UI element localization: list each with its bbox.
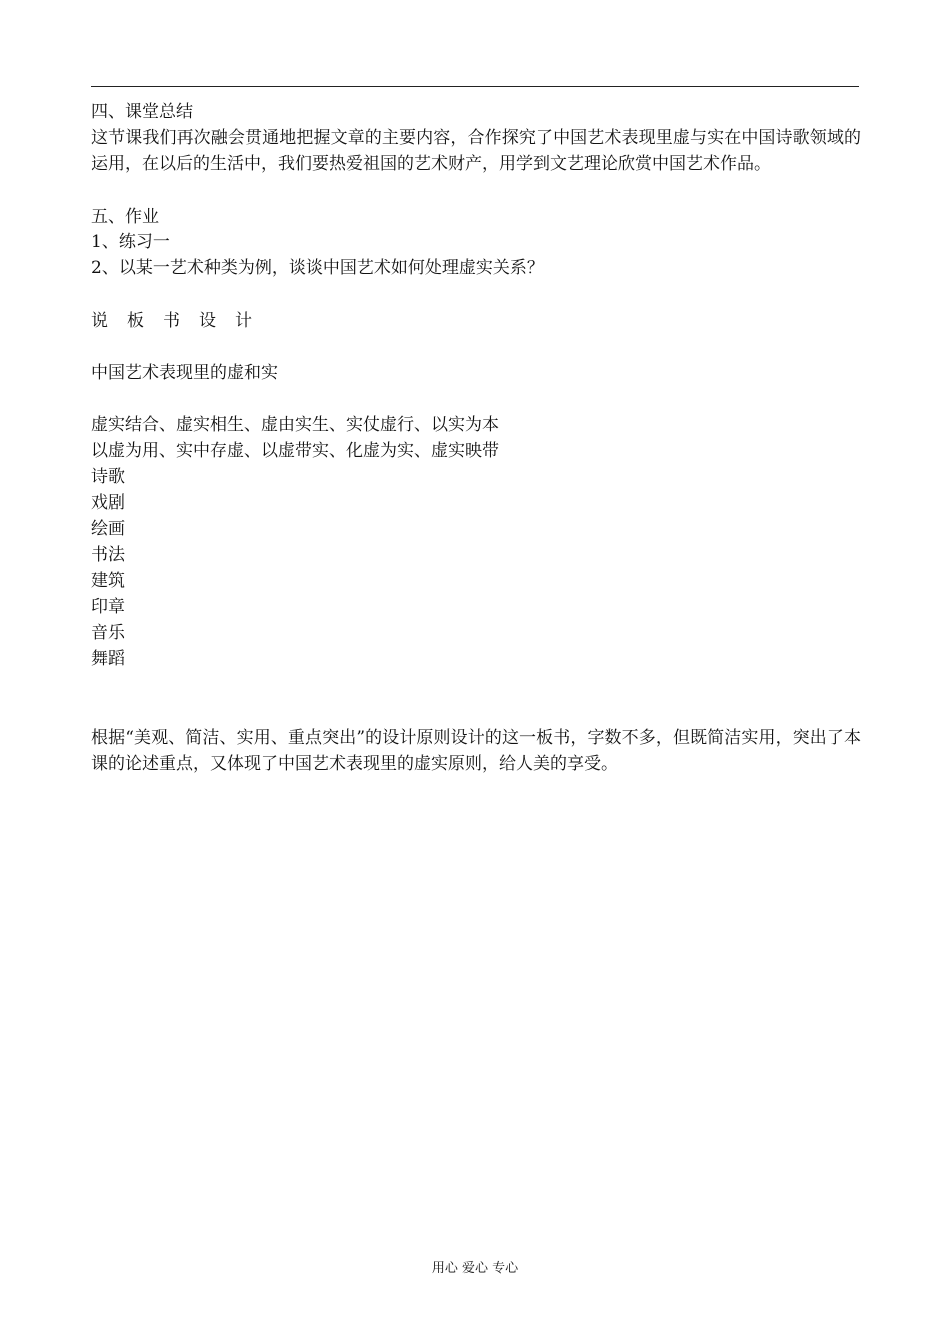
- homework-item-2: 2、以某一艺术种类为例，谈谈中国艺术如何处理虚实关系？: [91, 258, 544, 278]
- homework-item-1: 1、练习一: [91, 232, 170, 252]
- art-item-seal: 印章: [91, 597, 125, 617]
- art-item-painting: 绘画: [91, 519, 125, 539]
- summary-heading: 四、课堂总结: [91, 102, 193, 122]
- principles-line-2: 以虚为用、实中存虚、以虚带实、化虚为实、虚实映带: [91, 441, 499, 461]
- conclusion-paragraph: 根据“美观、简洁、实用、重点突出”的设计原则设计的这一板书，字数不多，但既简洁实用，突出了本课的论述重点，又体现了中国艺术表现里的虚实原则，给人美的享受。: [91, 728, 861, 774]
- art-item-dance: 舞蹈: [91, 649, 125, 669]
- board-design-heading: 说板书设计: [91, 311, 271, 331]
- header-rule: [91, 86, 859, 87]
- art-item-drama: 戏剧: [91, 493, 125, 513]
- board-design-title: 中国艺术表现里的虚和实: [91, 363, 278, 383]
- summary-body: 这节课我们再次融会贯通地把握文章的主要内容，合作探究了中国艺术表现里虚与实在中国诗歌领域的运用，在以后的生活中，我们要热爱祖国的艺术财产，用学到文艺理论欣赏中国艺术作品。: [91, 128, 861, 174]
- art-item-music: 音乐: [91, 623, 125, 643]
- art-item-architecture: 建筑: [91, 571, 125, 591]
- page-footer: 用心 爱心 专心: [431, 1261, 519, 1276]
- homework-heading: 五、作业: [91, 207, 159, 227]
- art-item-poetry: 诗歌: [91, 467, 125, 487]
- principles-line-1: 虚实结合、虚实相生、虚由实生、实仗虚行、以实为本: [91, 415, 499, 435]
- art-item-calligraphy: 书法: [91, 545, 125, 565]
